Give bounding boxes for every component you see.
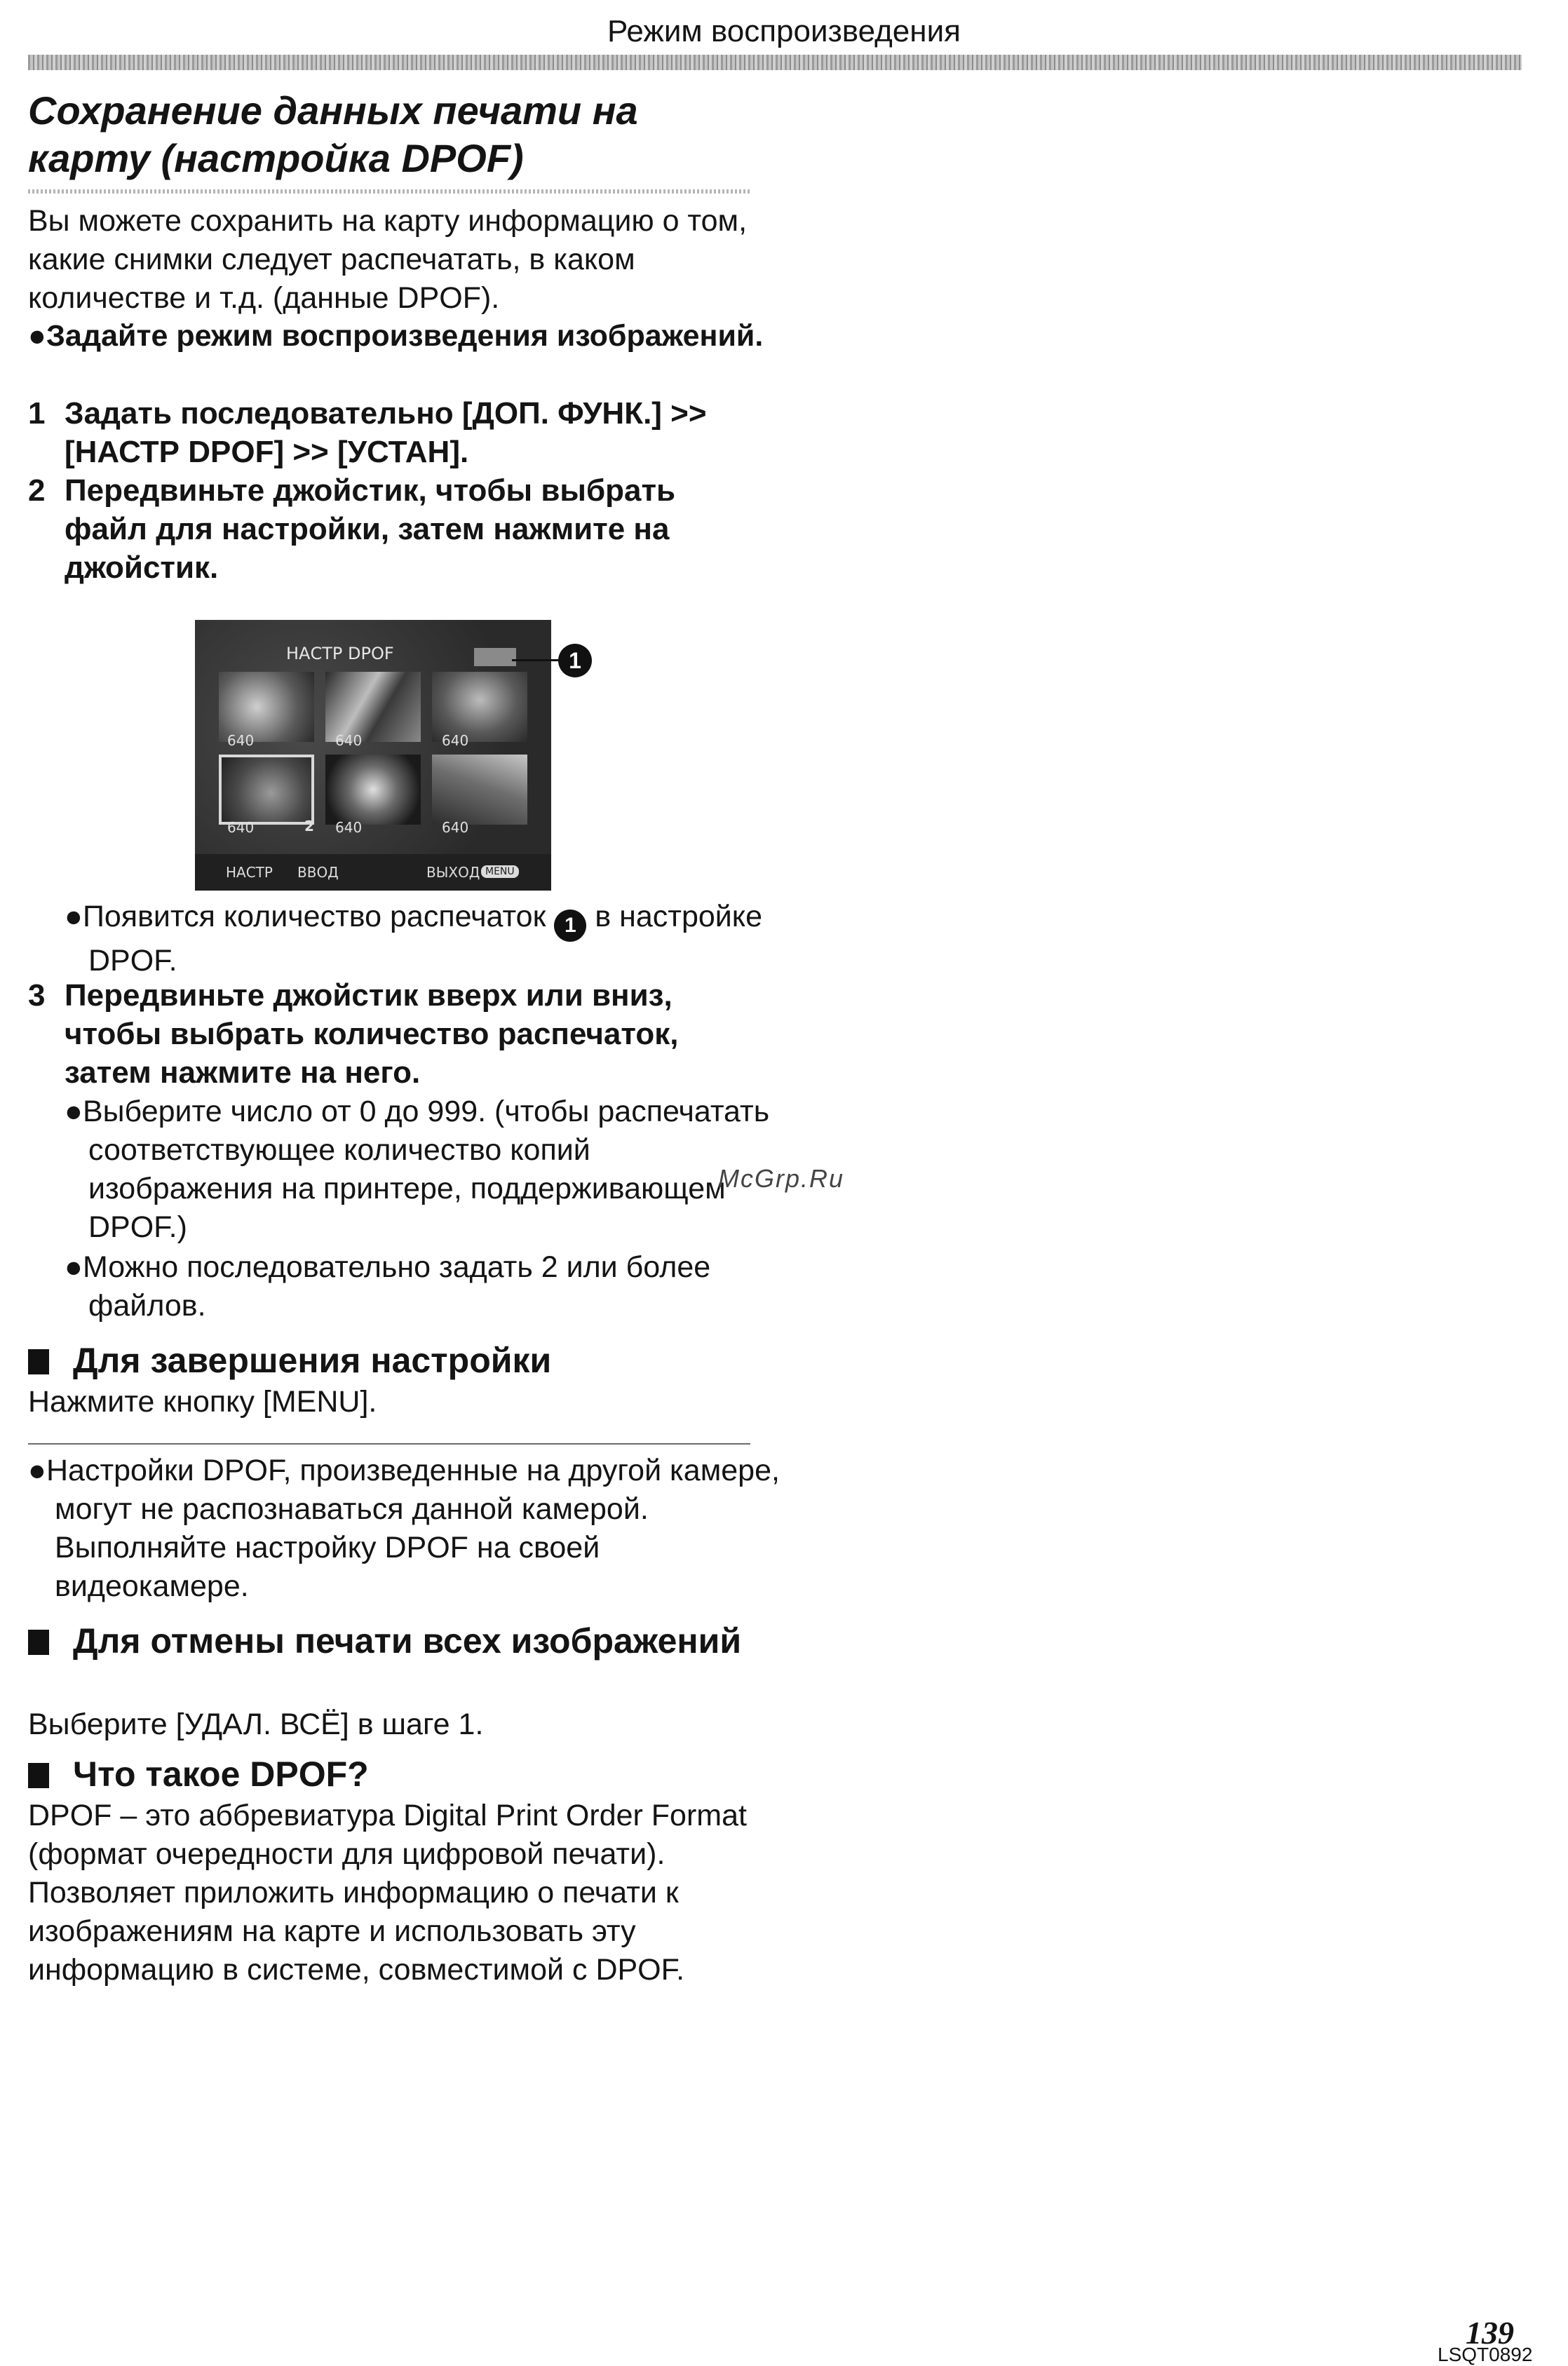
thumbnail-3-size: 640 — [442, 732, 469, 749]
print-count-box — [474, 648, 516, 666]
thumbnail-6-size: 640 — [442, 819, 469, 836]
callout-1-inline-icon: 1 — [554, 910, 586, 942]
thumbnail-4-selected — [219, 755, 314, 825]
header-band — [28, 55, 1522, 70]
thumbnail-3 — [432, 672, 527, 742]
page-number: 139 — [1466, 2315, 1514, 2351]
section-cancel-text: Выберите [УДАЛ. ВСЁ] в шаге 1. — [28, 1708, 484, 1741]
section-cancel-heading — [28, 1620, 805, 1662]
section-finish-text: Нажмите кнопку [MENU]. — [28, 1385, 377, 1419]
step-2-note-text-b: в настройке DPOF. — [88, 900, 763, 978]
section-what-heading — [28, 1753, 757, 1795]
section-cancel-heading-text: Для отмены печати всех изображений — [73, 1621, 742, 1661]
step-3-number: 3 — [28, 978, 46, 1013]
step-2-text: Передвиньте джойстик, чтобы выбрать файл для настройки, затем нажмите на джойстик. — [65, 473, 676, 585]
step-1-text: Задать последовательно [ДОП. ФУНК.] >> [НАСТР DPOF] >> [УСТАН]. — [65, 396, 707, 469]
intro-paragraph: Вы можете сохранить на карту информацию о том, какие снимки следует распечатать, в каком количестве и т.д. (данные DPOF). — [28, 204, 748, 315]
note-rule — [28, 1443, 750, 1445]
screen-title: НАСТР DPOF — [286, 644, 394, 663]
selected-print-count: 2 — [304, 818, 314, 834]
callout-1-icon: 1 — [558, 644, 592, 677]
footer-menu-badge: MENU — [481, 865, 519, 878]
section-finish-heading-text: Для завершения настройки — [73, 1341, 552, 1380]
screen-footer — [195, 854, 551, 891]
step-2-note — [65, 898, 776, 980]
step-2-number: 2 — [28, 473, 46, 508]
section-square-icon — [28, 1630, 49, 1655]
thumbnail-1-size: 640 — [227, 732, 255, 749]
thumbnail-5 — [325, 755, 421, 825]
watermark: McGrp.Ru — [718, 1164, 845, 1193]
thumbnail-4-size: 640 — [227, 819, 255, 836]
title-rule — [28, 189, 750, 194]
section-square-icon — [28, 1763, 49, 1788]
thumbnail-6 — [432, 755, 527, 825]
section-finish-heading — [28, 1339, 757, 1381]
dpof-screen-illustration — [195, 620, 551, 891]
step-3-text: Передвиньте джойстик вверх или вниз, чтобы выбрать количество распечаток, затем нажмите на него. — [65, 978, 679, 1090]
prep-bullet: ●Задайте режим воспроизведения изображений. — [28, 319, 764, 353]
document-code: LSQT0892 — [1438, 2344, 1533, 2365]
note-paragraph: ●Настройки DPOF, произведенные на другой камере, могут не распознаваться данной камерой. Выполняйте настройку DPOF на своей видеокамере. — [28, 1454, 780, 1603]
page-title: Сохранение данных печати на карту (настройка DPOF) — [28, 88, 638, 180]
step-1-number: 1 — [28, 396, 46, 431]
section-what-heading-text: Что такое DPOF? — [73, 1755, 369, 1794]
running-header: Режим воспроизведения — [607, 14, 961, 48]
callout-leader-line — [512, 659, 562, 661]
thumbnail-5-size: 640 — [335, 819, 363, 836]
thumbnail-2-size: 640 — [335, 732, 363, 749]
thumbnail-2 — [325, 672, 421, 742]
footer-enter-label: ВВОД — [297, 864, 339, 881]
step-2-note-text-a: ●Появится количество распечаток — [65, 900, 546, 933]
step-3-note-2: ●Можно последовательно задать 2 или более файлов. — [65, 1250, 711, 1323]
footer-exit-label: ВЫХОД — [426, 864, 480, 881]
footer-set-label: НАСТР — [226, 864, 273, 881]
section-square-icon — [28, 1349, 49, 1374]
step-3-note-1: ●Выберите число от 0 до 999. (чтобы распечатать соответствующее количество копий изображения на принтере, поддерживающем DPOF.) — [65, 1095, 770, 1244]
thumbnail-1 — [219, 672, 314, 742]
section-what-text: DPOF – это аббревиатура Digital Print Order Format (формат очередности для цифровой печати). Позволяет приложить информацию о печати к изображениям на карте и использовать эту информацию в системе, совместимой с DPOF. — [28, 1799, 747, 1987]
